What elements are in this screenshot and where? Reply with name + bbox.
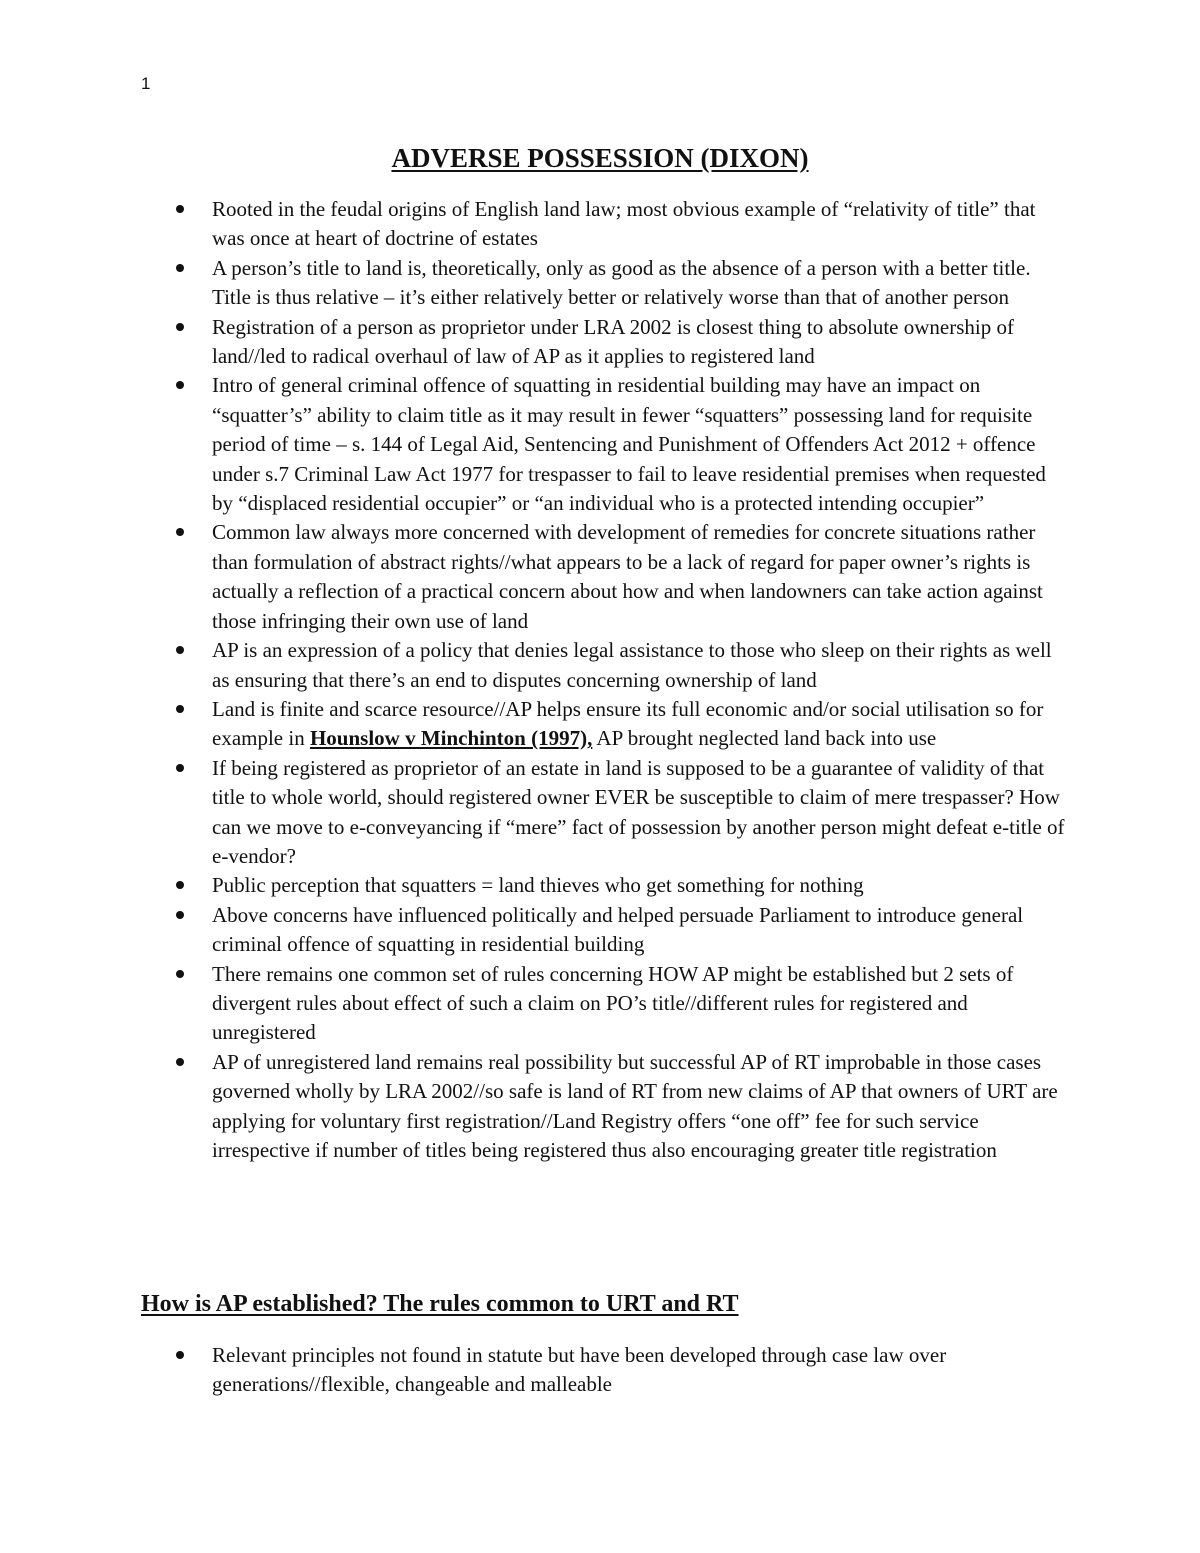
bullet-item: There remains one common set of rules concerning HOW AP might be established but 2 sets of divergent rules about effect of such a claim on PO’s title//different rules for registered and unregistered [212,960,1072,1048]
second-bullet-list [212,1341,1072,1400]
bullet-item: If being registered as proprietor of an estate in land is supposed to be a guarantee of validity of that title to whole world, should registered owner EVER be susceptible to claim of mere trespasser? How can we move to e-conveyancing if “mere” fact of possession by another person might defeat e-title of e-vendor? [212,754,1072,872]
bullet-item: Common law always more concerned with development of remedies for concrete situations rather than formulation of abstract rights//what appears to be a lack of regard for paper owner’s rights is actually a reflection of a practical concern about how and when landowners can take action against those infringing their own use of land [212,518,1072,636]
bullet-text-before: Land is finite and scarce resource//AP helps ensure its full economic and/or social utilisation so for example in [212,696,1044,751]
bullet-item: AP is an expression of a policy that denies legal assistance to those who sleep on their rights as well as ensuring that there’s an end to disputes concerning ownership of land [212,636,1072,695]
main-bullet-list [212,195,1072,1165]
bullet-item-land-resource [212,695,1072,754]
section-heading: How is AP established? The rules common to URT and RT [141,1291,739,1317]
bullet-item: Rooted in the feudal origins of English land law; most obvious example of “relativity of title” that was once at heart of doctrine of estates [212,195,1072,254]
bullet-item: AP of unregistered land remains real possibility but successful AP of RT improbable in those cases governed wholly by LRA 2002//so safe is land of RT from new claims of AP that owners of URT are applying for voluntary first registration//Land Registry offers “one off” fee for such service irrespective if number of titles being registered thus also encouraging greater title registration [212,1048,1072,1166]
bullet-text-after: AP brought neglected land back into use [592,726,937,751]
bullet-item: Intro of general criminal offence of squatting in residential building may have an impact on “squatter’s” ability to claim title as it may result in fewer “squatters” possessing land for requisite period of time – s. 144 of Legal Aid, Sentencing and Punishment of Offenders Act 2012 + offence under s.7 Criminal Law Act 1977 for trespasser to fail to leave residential premises when requested by “displaced residential occupier” or “an individual who is a protected intending occupier” [212,371,1072,518]
bullet-item: Public perception that squatters = land thieves who get something for nothing [212,871,1072,900]
page-number: 1 [141,74,151,93]
bullet-item: Registration of a person as proprietor under LRA 2002 is closest thing to absolute ownership of land//led to radical overhaul of law of AP as it applies to registered land [212,313,1072,372]
page-title: ADVERSE POSSESSION (DIXON) [391,143,809,173]
bullet-item: Relevant principles not found in statute but have been developed through case law over generations//flexible, changeable and malleable [212,1341,1072,1400]
bullet-item: Above concerns have influenced politically and helped persuade Parliament to introduce general criminal offence of squatting in residential building [212,901,1072,960]
bullet-item: A person’s title to land is, theoretically, only as good as the absence of a person with a better title. Title is thus relative – it’s either relatively better or relatively worse than that of another person [212,254,1072,313]
case-name: Hounslow v Minchinton (1997), [309,726,593,751]
